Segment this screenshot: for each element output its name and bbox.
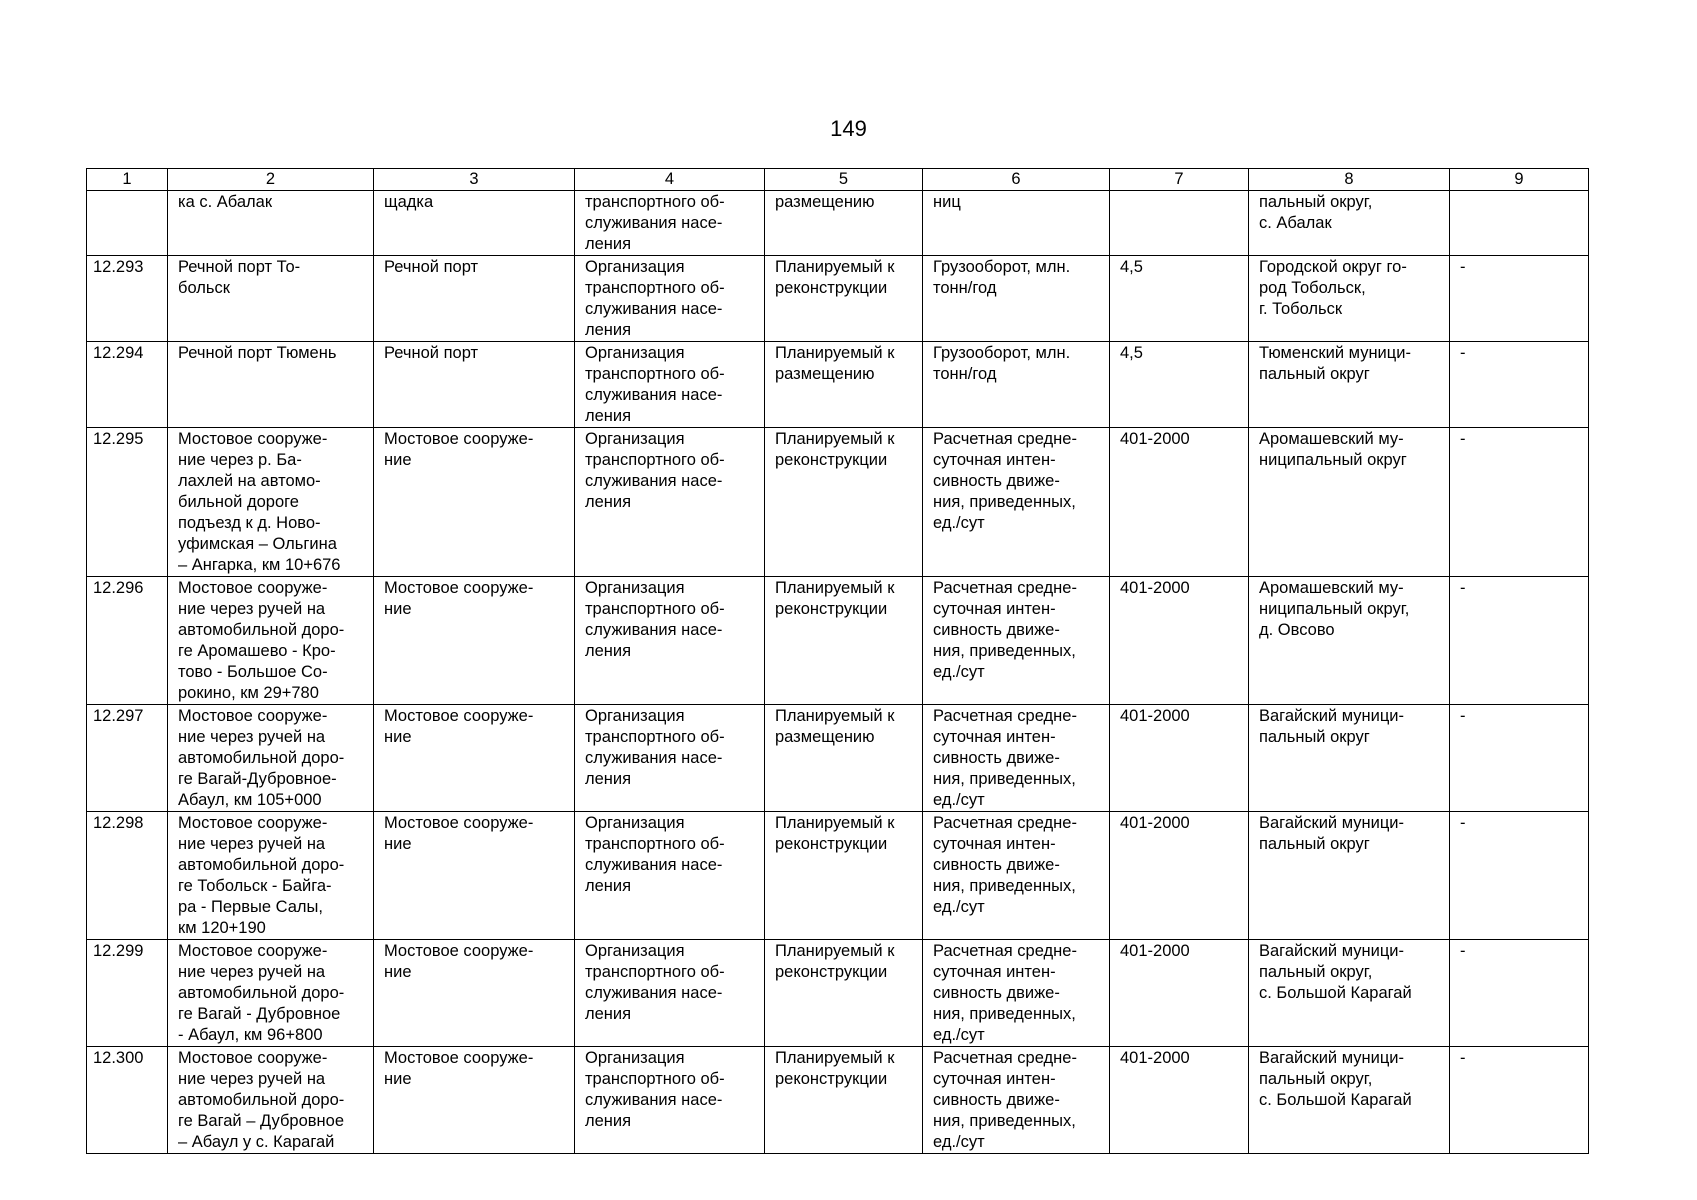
- purpose-cell: Организация транспортного об- служивания насе- ления: [575, 256, 765, 342]
- table-row: [87, 705, 1589, 812]
- note-cell: -: [1450, 812, 1589, 940]
- note-cell: -: [1450, 428, 1589, 577]
- row-number-cell: 12.295: [87, 428, 168, 577]
- object-type-cell: Мостовое сооруже- ние: [374, 812, 575, 940]
- characteristic-cell: Расчетная средне- суточная интен- сивность движе- ния, приведенных, ед./сут: [923, 812, 1110, 940]
- column-header: 5: [765, 169, 923, 191]
- note-cell: -: [1450, 577, 1589, 705]
- purpose-cell: Организация транспортного об- служивания насе- ления: [575, 705, 765, 812]
- status-cell: Планируемый к реконструкции: [765, 812, 923, 940]
- row-number-cell: 12.298: [87, 812, 168, 940]
- note-cell: -: [1450, 256, 1589, 342]
- characteristic-cell: Расчетная средне- суточная интен- сивность движе- ния, приведенных, ед./сут: [923, 577, 1110, 705]
- row-number-cell: 12.293: [87, 256, 168, 342]
- column-header: 1: [87, 169, 168, 191]
- column-header: 6: [923, 169, 1110, 191]
- object-name-cell: Мостовое сооруже- ние через ручей на автомобильной доро- ге Вагай-Дубровное- Абаул, км 105+000: [168, 705, 374, 812]
- status-cell: Планируемый к реконструкции: [765, 428, 923, 577]
- location-cell: Аромашевский му- ниципальный округ: [1249, 428, 1450, 577]
- location-cell: Вагайский муници- пальный округ, с. Большой Карагай: [1249, 940, 1450, 1047]
- column-header: 4: [575, 169, 765, 191]
- characteristic-cell: Расчетная средне- суточная интен- сивность движе- ния, приведенных, ед./сут: [923, 1047, 1110, 1154]
- location-cell: Вагайский муници- пальный округ: [1249, 812, 1450, 940]
- object-name-cell: Мостовое сооруже- ние через ручей на автомобильной доро- ге Вагай – Дубровное – Абаул у с. Карагай: [168, 1047, 374, 1154]
- purpose-cell: Организация транспортного об- служивания насе- ления: [575, 577, 765, 705]
- status-cell: Планируемый к размещению: [765, 342, 923, 428]
- header-row: [87, 169, 1589, 191]
- note-cell: -: [1450, 342, 1589, 428]
- characteristic-cell: Расчетная средне- суточная интен- сивность движе- ния, приведенных, ед./сут: [923, 705, 1110, 812]
- note-cell: -: [1450, 705, 1589, 812]
- status-cell: Планируемый к реконструкции: [765, 1047, 923, 1154]
- object-type-cell: Мостовое сооруже- ние: [374, 705, 575, 812]
- row-number-cell: 12.296: [87, 577, 168, 705]
- status-cell: Планируемый к реконструкции: [765, 256, 923, 342]
- characteristic-cell: ниц: [923, 191, 1110, 256]
- register-table: [86, 168, 1589, 1154]
- row-number-cell: [87, 191, 168, 256]
- location-cell: Городской округ го- род Тобольск, г. Тобольск: [1249, 256, 1450, 342]
- value-cell: 4,5: [1110, 256, 1249, 342]
- object-name-cell: Мостовое сооруже- ние через р. Ба- лахлей на автомо- бильной дороге подъезд к д. Ново- уфимская – Ольгина – Ангарка, км 10+676: [168, 428, 374, 577]
- object-name-cell: Мостовое сооруже- ние через ручей на автомобильной доро- ге Вагай - Дубровное - Абаул, км 96+800: [168, 940, 374, 1047]
- purpose-cell: Организация транспортного об- служивания насе- ления: [575, 342, 765, 428]
- object-type-cell: Мостовое сооруже- ние: [374, 940, 575, 1047]
- location-cell: Вагайский муници- пальный округ, с. Большой Карагай: [1249, 1047, 1450, 1154]
- purpose-cell: Организация транспортного об- служивания насе- ления: [575, 812, 765, 940]
- status-cell: размещению: [765, 191, 923, 256]
- table-row: [87, 940, 1589, 1047]
- object-type-cell: Мостовое сооруже- ние: [374, 428, 575, 577]
- note-cell: [1450, 191, 1589, 256]
- object-type-cell: Речной порт: [374, 342, 575, 428]
- location-cell: Аромашевский му- ниципальный округ, д. Овсово: [1249, 577, 1450, 705]
- location-cell: Вагайский муници- пальный округ: [1249, 705, 1450, 812]
- purpose-cell: Организация транспортного об- служивания насе- ления: [575, 1047, 765, 1154]
- row-number-cell: 12.297: [87, 705, 168, 812]
- status-cell: Планируемый к реконструкции: [765, 940, 923, 1047]
- object-name-cell: Речной порт То- больск: [168, 256, 374, 342]
- value-cell: 401-2000: [1110, 428, 1249, 577]
- note-cell: -: [1450, 940, 1589, 1047]
- column-header: 9: [1450, 169, 1589, 191]
- column-header: 2: [168, 169, 374, 191]
- note-cell: -: [1450, 1047, 1589, 1154]
- column-header: 8: [1249, 169, 1450, 191]
- page-number: 149: [830, 116, 867, 141]
- table-row: [87, 191, 1589, 256]
- table-row: [87, 577, 1589, 705]
- row-number-cell: 12.299: [87, 940, 168, 1047]
- table-body: [87, 191, 1589, 1154]
- status-cell: Планируемый к реконструкции: [765, 577, 923, 705]
- value-cell: 401-2000: [1110, 812, 1249, 940]
- column-header: 7: [1110, 169, 1249, 191]
- object-name-cell: Речной порт Тюмень: [168, 342, 374, 428]
- object-name-cell: ка с. Абалак: [168, 191, 374, 256]
- value-cell: 401-2000: [1110, 940, 1249, 1047]
- object-type-cell: Мостовое сооруже- ние: [374, 577, 575, 705]
- table-row: [87, 256, 1589, 342]
- object-name-cell: Мостовое сооруже- ние через ручей на автомобильной доро- ге Тобольск - Байга- ра - Первые Салы, км 120+190: [168, 812, 374, 940]
- value-cell: 401-2000: [1110, 577, 1249, 705]
- characteristic-cell: Расчетная средне- суточная интен- сивность движе- ния, приведенных, ед./сут: [923, 940, 1110, 1047]
- value-cell: 401-2000: [1110, 1047, 1249, 1154]
- value-cell: [1110, 191, 1249, 256]
- object-type-cell: Речной порт: [374, 256, 575, 342]
- purpose-cell: Организация транспортного об- служивания насе- ления: [575, 428, 765, 577]
- row-number-cell: 12.294: [87, 342, 168, 428]
- table-row: [87, 1047, 1589, 1154]
- table-row: [87, 428, 1589, 577]
- status-cell: Планируемый к размещению: [765, 705, 923, 812]
- table-row: [87, 812, 1589, 940]
- object-type-cell: Мостовое сооруже- ние: [374, 1047, 575, 1154]
- location-cell: пальный округ, с. Абалак: [1249, 191, 1450, 256]
- value-cell: 4,5: [1110, 342, 1249, 428]
- characteristic-cell: Расчетная средне- суточная интен- сивность движе- ния, приведенных, ед./сут: [923, 428, 1110, 577]
- object-name-cell: Мостовое сооруже- ние через ручей на автомобильной доро- ге Аромашево - Кро- тово - Большое Со- рокино, км 29+780: [168, 577, 374, 705]
- row-number-cell: 12.300: [87, 1047, 168, 1154]
- column-header: 3: [374, 169, 575, 191]
- location-cell: Тюменский муници- пальный округ: [1249, 342, 1450, 428]
- characteristic-cell: Грузооборот, млн. тонн/год: [923, 342, 1110, 428]
- table-row: [87, 342, 1589, 428]
- value-cell: 401-2000: [1110, 705, 1249, 812]
- purpose-cell: Организация транспортного об- служивания насе- ления: [575, 940, 765, 1047]
- purpose-cell: транспортного об- служивания насе- ления: [575, 191, 765, 256]
- characteristic-cell: Грузооборот, млн. тонн/год: [923, 256, 1110, 342]
- object-type-cell: щадка: [374, 191, 575, 256]
